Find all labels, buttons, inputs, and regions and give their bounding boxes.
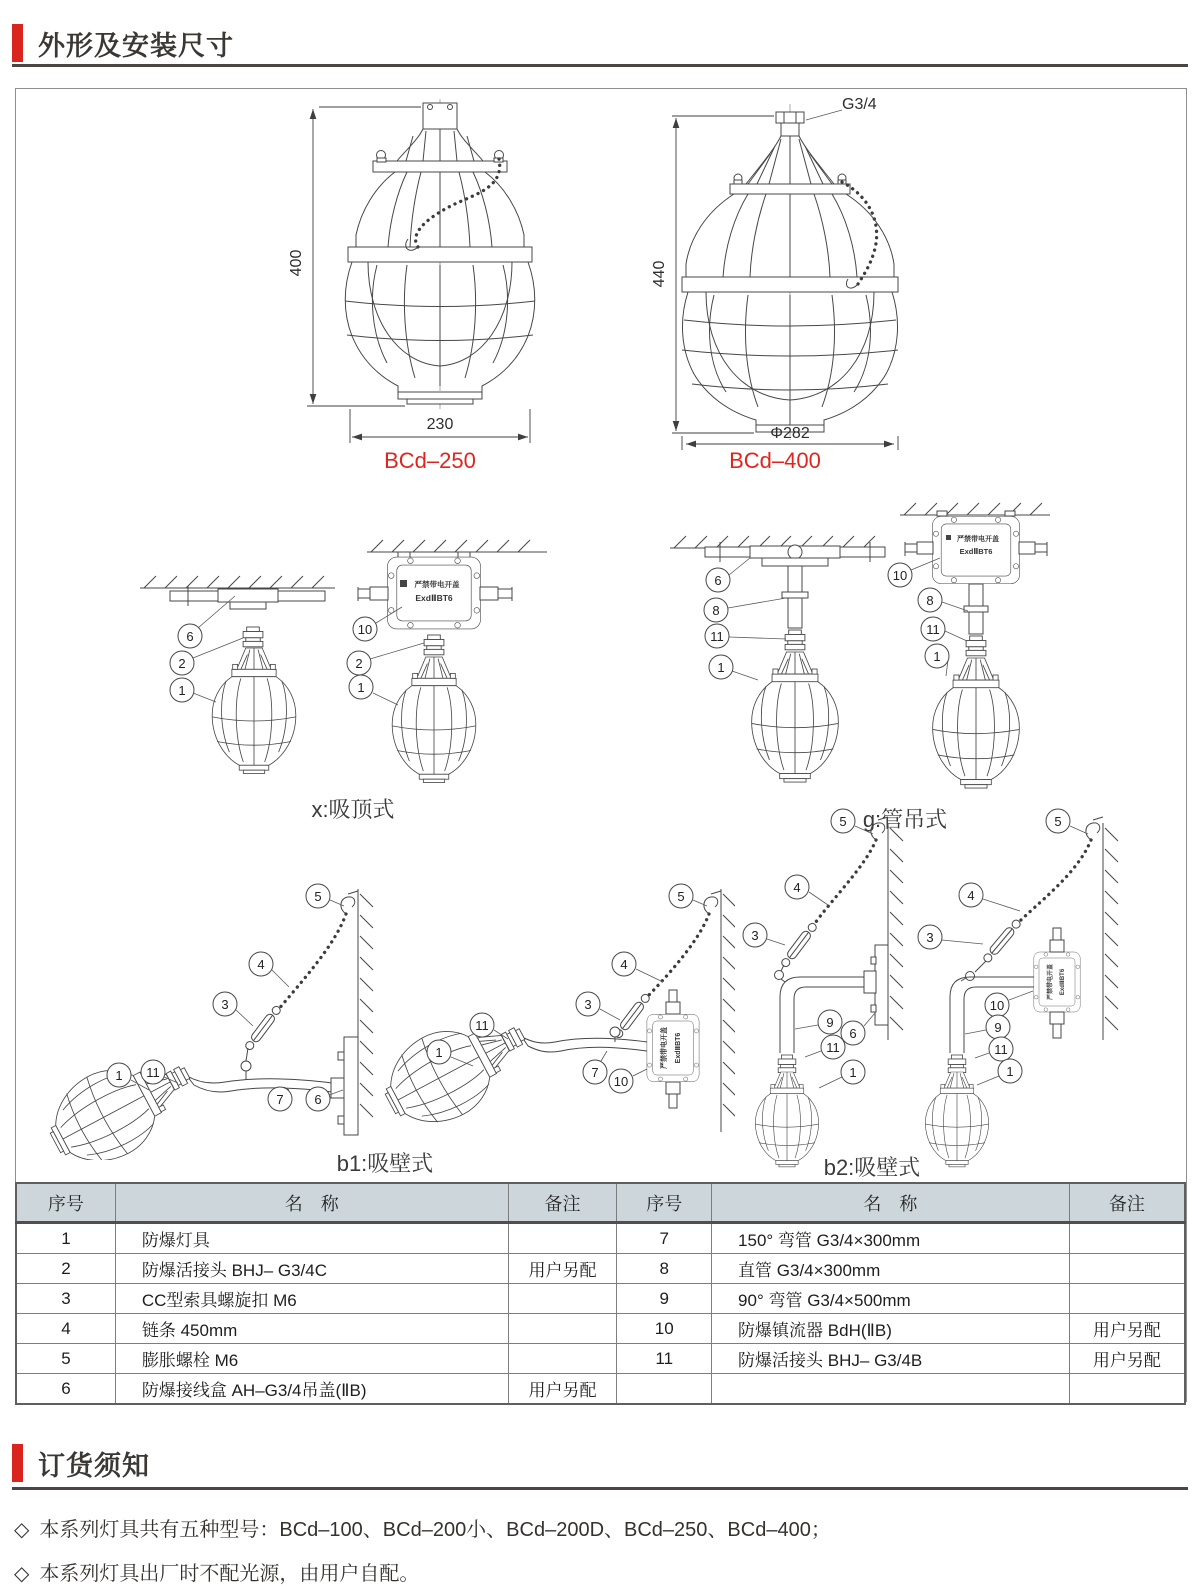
cell-note xyxy=(508,1314,617,1344)
svg-text:4: 4 xyxy=(620,957,628,972)
svg-text:1: 1 xyxy=(357,680,365,695)
callout xyxy=(213,992,253,1026)
svg-text:6: 6 xyxy=(714,573,722,588)
section1-rule xyxy=(12,64,1188,67)
callout xyxy=(888,558,940,587)
svg-text:1: 1 xyxy=(115,1068,123,1083)
svg-text:11: 11 xyxy=(475,1018,489,1033)
caption-ceiling-mount: x:吸顶式 xyxy=(311,797,395,822)
cell-no: 2 xyxy=(16,1254,115,1284)
svg-text:5: 5 xyxy=(314,889,322,904)
callout xyxy=(583,1051,607,1084)
table-row xyxy=(16,1254,1185,1284)
ceiling-mount-diagram xyxy=(130,495,570,795)
cell-note xyxy=(1069,1254,1185,1284)
svg-text:9: 9 xyxy=(994,1020,1002,1035)
jbox-rating: ExdⅡBT6 xyxy=(959,547,993,556)
callout xyxy=(841,1013,875,1045)
callout xyxy=(704,598,786,622)
cell-note: 用户另配 xyxy=(1069,1344,1185,1374)
cell-note xyxy=(508,1223,617,1254)
svg-text:10: 10 xyxy=(613,1074,629,1089)
thread-label-g34: G3/4 xyxy=(842,96,877,113)
svg-text:1: 1 xyxy=(933,649,941,664)
svg-text:1: 1 xyxy=(849,1065,857,1080)
dim-width-250: 230 xyxy=(426,416,454,433)
cell-name: 链条 450mm xyxy=(115,1314,508,1344)
bcd-250-drawing xyxy=(255,95,585,463)
svg-text:4: 4 xyxy=(257,957,265,972)
cell-note xyxy=(1069,1284,1185,1314)
cell-name: 150° 弯管 G3/4×300mm xyxy=(712,1223,1070,1254)
svg-text:3: 3 xyxy=(751,928,759,943)
section2-title: 订货须知 xyxy=(38,1451,150,1481)
svg-text:5: 5 xyxy=(677,889,685,904)
dim-width-400: Φ282 xyxy=(770,425,810,442)
cell-note xyxy=(508,1344,617,1374)
model-label-bcd-400: BCd–400 xyxy=(729,448,821,473)
caption-pipe-pendant: g:管吊式 xyxy=(862,807,948,832)
cell-name: 防爆活接头 BHJ– G3/4B xyxy=(712,1344,1070,1374)
order-note-2-text: 本系列灯具出厂时不配光源，由用户自配。 xyxy=(39,1563,420,1585)
svg-text:3: 3 xyxy=(584,997,592,1012)
jbox-rating: ExdⅡBT6 xyxy=(1060,968,1066,996)
cell-note: 用户另配 xyxy=(508,1374,617,1405)
diamond-bullet-icon: ◇ xyxy=(14,1519,30,1541)
svg-text:11: 11 xyxy=(710,629,724,644)
section2-rule xyxy=(12,1487,1188,1490)
callout xyxy=(576,992,620,1020)
svg-text:9: 9 xyxy=(826,1015,834,1030)
callout xyxy=(470,1013,508,1039)
cell-no: 11 xyxy=(617,1344,712,1374)
cell-no: 4 xyxy=(16,1314,115,1344)
callout xyxy=(805,1035,845,1059)
callout xyxy=(785,875,828,905)
svg-text:3: 3 xyxy=(926,930,934,945)
parts-table xyxy=(15,1182,1186,1405)
cell-name: 防爆灯具 xyxy=(115,1223,508,1254)
section1-accent-bar xyxy=(12,24,23,62)
jbox-rating: ExdⅡBT6 xyxy=(675,1032,682,1064)
svg-text:6: 6 xyxy=(314,1092,322,1107)
dim-height-400: 440 xyxy=(651,260,668,288)
callout xyxy=(612,952,663,982)
callout xyxy=(170,678,216,702)
svg-text:1: 1 xyxy=(1006,1064,1014,1079)
cell-name: 90° 弯管 G3/4×500mm xyxy=(712,1284,1070,1314)
svg-text:11: 11 xyxy=(146,1065,160,1080)
svg-text:4: 4 xyxy=(967,888,975,903)
cell-no: 6 xyxy=(16,1374,115,1405)
cell-no: 3 xyxy=(16,1284,115,1314)
callout xyxy=(1046,809,1088,834)
svg-text:5: 5 xyxy=(1054,814,1062,829)
jbox-warning: 严禁带电开盖 xyxy=(661,1027,668,1069)
svg-text:8: 8 xyxy=(926,593,934,608)
svg-text:8: 8 xyxy=(712,603,720,618)
svg-text:3: 3 xyxy=(221,997,229,1012)
callout xyxy=(609,1069,647,1093)
svg-text:10: 10 xyxy=(357,622,373,637)
wall-mount-b2-diagram xyxy=(725,695,1185,1170)
cell-no: 1 xyxy=(16,1223,115,1254)
callout xyxy=(925,644,949,676)
cell-note xyxy=(1069,1223,1185,1254)
svg-text:2: 2 xyxy=(178,656,186,671)
model-label-bcd-250: BCd–250 xyxy=(384,448,476,473)
callout xyxy=(306,884,344,908)
cell-no: 10 xyxy=(617,1314,712,1344)
cell-note: 用户另配 xyxy=(508,1254,617,1284)
order-note-1-text: 本系列灯具共有五种型号：BCd–100、BCd–200小、BCd–200D、BCd–250、BCd–400； xyxy=(39,1519,831,1541)
col-header-no: 序号 xyxy=(16,1183,115,1223)
table-row xyxy=(16,1284,1185,1314)
cell-no: 8 xyxy=(617,1254,712,1284)
dim-height-250: 400 xyxy=(288,249,305,277)
svg-text:5: 5 xyxy=(839,814,847,829)
cell-no: 7 xyxy=(617,1223,712,1254)
section2-accent-bar xyxy=(12,1444,23,1482)
jbox-warning: 严禁带电开盖 xyxy=(414,580,460,589)
caption-wall-mount-b2: b2:吸壁式 xyxy=(823,1155,921,1180)
jbox-warning: 严禁带电开盖 xyxy=(957,536,999,543)
callout xyxy=(959,883,1020,911)
svg-text:7: 7 xyxy=(276,1092,284,1107)
cell-no: 5 xyxy=(16,1344,115,1374)
col-header-note: 备注 xyxy=(1069,1183,1185,1223)
cell-name: 防爆活接头 BHJ– G3/4C xyxy=(115,1254,508,1284)
section1-title: 外形及安装尺寸 xyxy=(38,31,234,61)
caption-wall-mount-b1: b1:吸壁式 xyxy=(336,1151,434,1176)
svg-text:7: 7 xyxy=(591,1065,599,1080)
svg-text:1: 1 xyxy=(435,1045,443,1060)
parts-table-body xyxy=(16,1223,1185,1405)
callout xyxy=(977,1059,1022,1085)
callout xyxy=(831,809,873,834)
bcd-400-drawing xyxy=(630,92,950,460)
col-header-note: 备注 xyxy=(508,1183,617,1223)
callout xyxy=(795,1010,842,1034)
cell-name: 膨胀螺栓 M6 xyxy=(115,1344,508,1374)
cell-note xyxy=(508,1284,617,1314)
callout xyxy=(975,1037,1013,1061)
svg-text:4: 4 xyxy=(793,880,801,895)
cell-no: 9 xyxy=(617,1284,712,1314)
diamond-bullet-icon: ◇ xyxy=(14,1563,30,1585)
callout xyxy=(985,991,1033,1017)
jbox-warning: 严禁带电开盖 xyxy=(1048,963,1054,1001)
table-row xyxy=(16,1223,1185,1254)
callout xyxy=(918,588,968,612)
callout xyxy=(705,624,786,648)
cell-no xyxy=(617,1374,712,1405)
cell-note xyxy=(1069,1374,1185,1405)
callout xyxy=(349,675,398,705)
col-header-no: 序号 xyxy=(617,1183,712,1223)
svg-text:6: 6 xyxy=(186,629,194,644)
svg-text:1: 1 xyxy=(178,683,186,698)
cell-name xyxy=(712,1374,1070,1405)
svg-text:2: 2 xyxy=(355,656,363,671)
callout xyxy=(743,923,785,947)
svg-text:1: 1 xyxy=(717,660,725,675)
jbox-rating: ExdⅡBT6 xyxy=(415,593,453,603)
callout xyxy=(819,1060,865,1088)
table-row xyxy=(16,1344,1185,1374)
callout xyxy=(918,925,983,949)
col-header-name: 名 称 xyxy=(115,1183,508,1223)
callout xyxy=(249,952,289,987)
cell-name: 直管 G3/4×300mm xyxy=(712,1254,1070,1284)
cell-name: CC型索具螺旋扣 M6 xyxy=(115,1284,508,1314)
callout xyxy=(706,558,750,592)
svg-text:6: 6 xyxy=(849,1026,857,1041)
cell-name: 防爆镇流器 BdH(ⅡB) xyxy=(712,1314,1070,1344)
order-note-2 xyxy=(14,1557,419,1586)
svg-text:10: 10 xyxy=(892,568,908,583)
table-header-row xyxy=(16,1183,1185,1223)
callout xyxy=(178,596,235,648)
svg-text:10: 10 xyxy=(989,998,1005,1013)
callout xyxy=(141,1060,178,1084)
cell-note: 用户另配 xyxy=(1069,1314,1185,1344)
callout xyxy=(965,1015,1010,1039)
svg-text:11: 11 xyxy=(926,622,940,637)
svg-text:11: 11 xyxy=(826,1040,840,1055)
col-header-name: 名 称 xyxy=(712,1183,1070,1223)
callout xyxy=(709,655,758,680)
callout xyxy=(268,1087,292,1111)
callout xyxy=(347,643,424,675)
table-row xyxy=(16,1374,1185,1405)
callout xyxy=(669,884,707,908)
callout xyxy=(921,617,967,641)
order-note-1 xyxy=(14,1513,831,1542)
svg-text:11: 11 xyxy=(994,1042,1008,1057)
cell-name: 防爆接线盒 AH–G3/4吊盖(ⅡB) xyxy=(115,1374,508,1405)
table-row xyxy=(16,1314,1185,1344)
wall-mount-b1-diagram xyxy=(35,790,735,1160)
